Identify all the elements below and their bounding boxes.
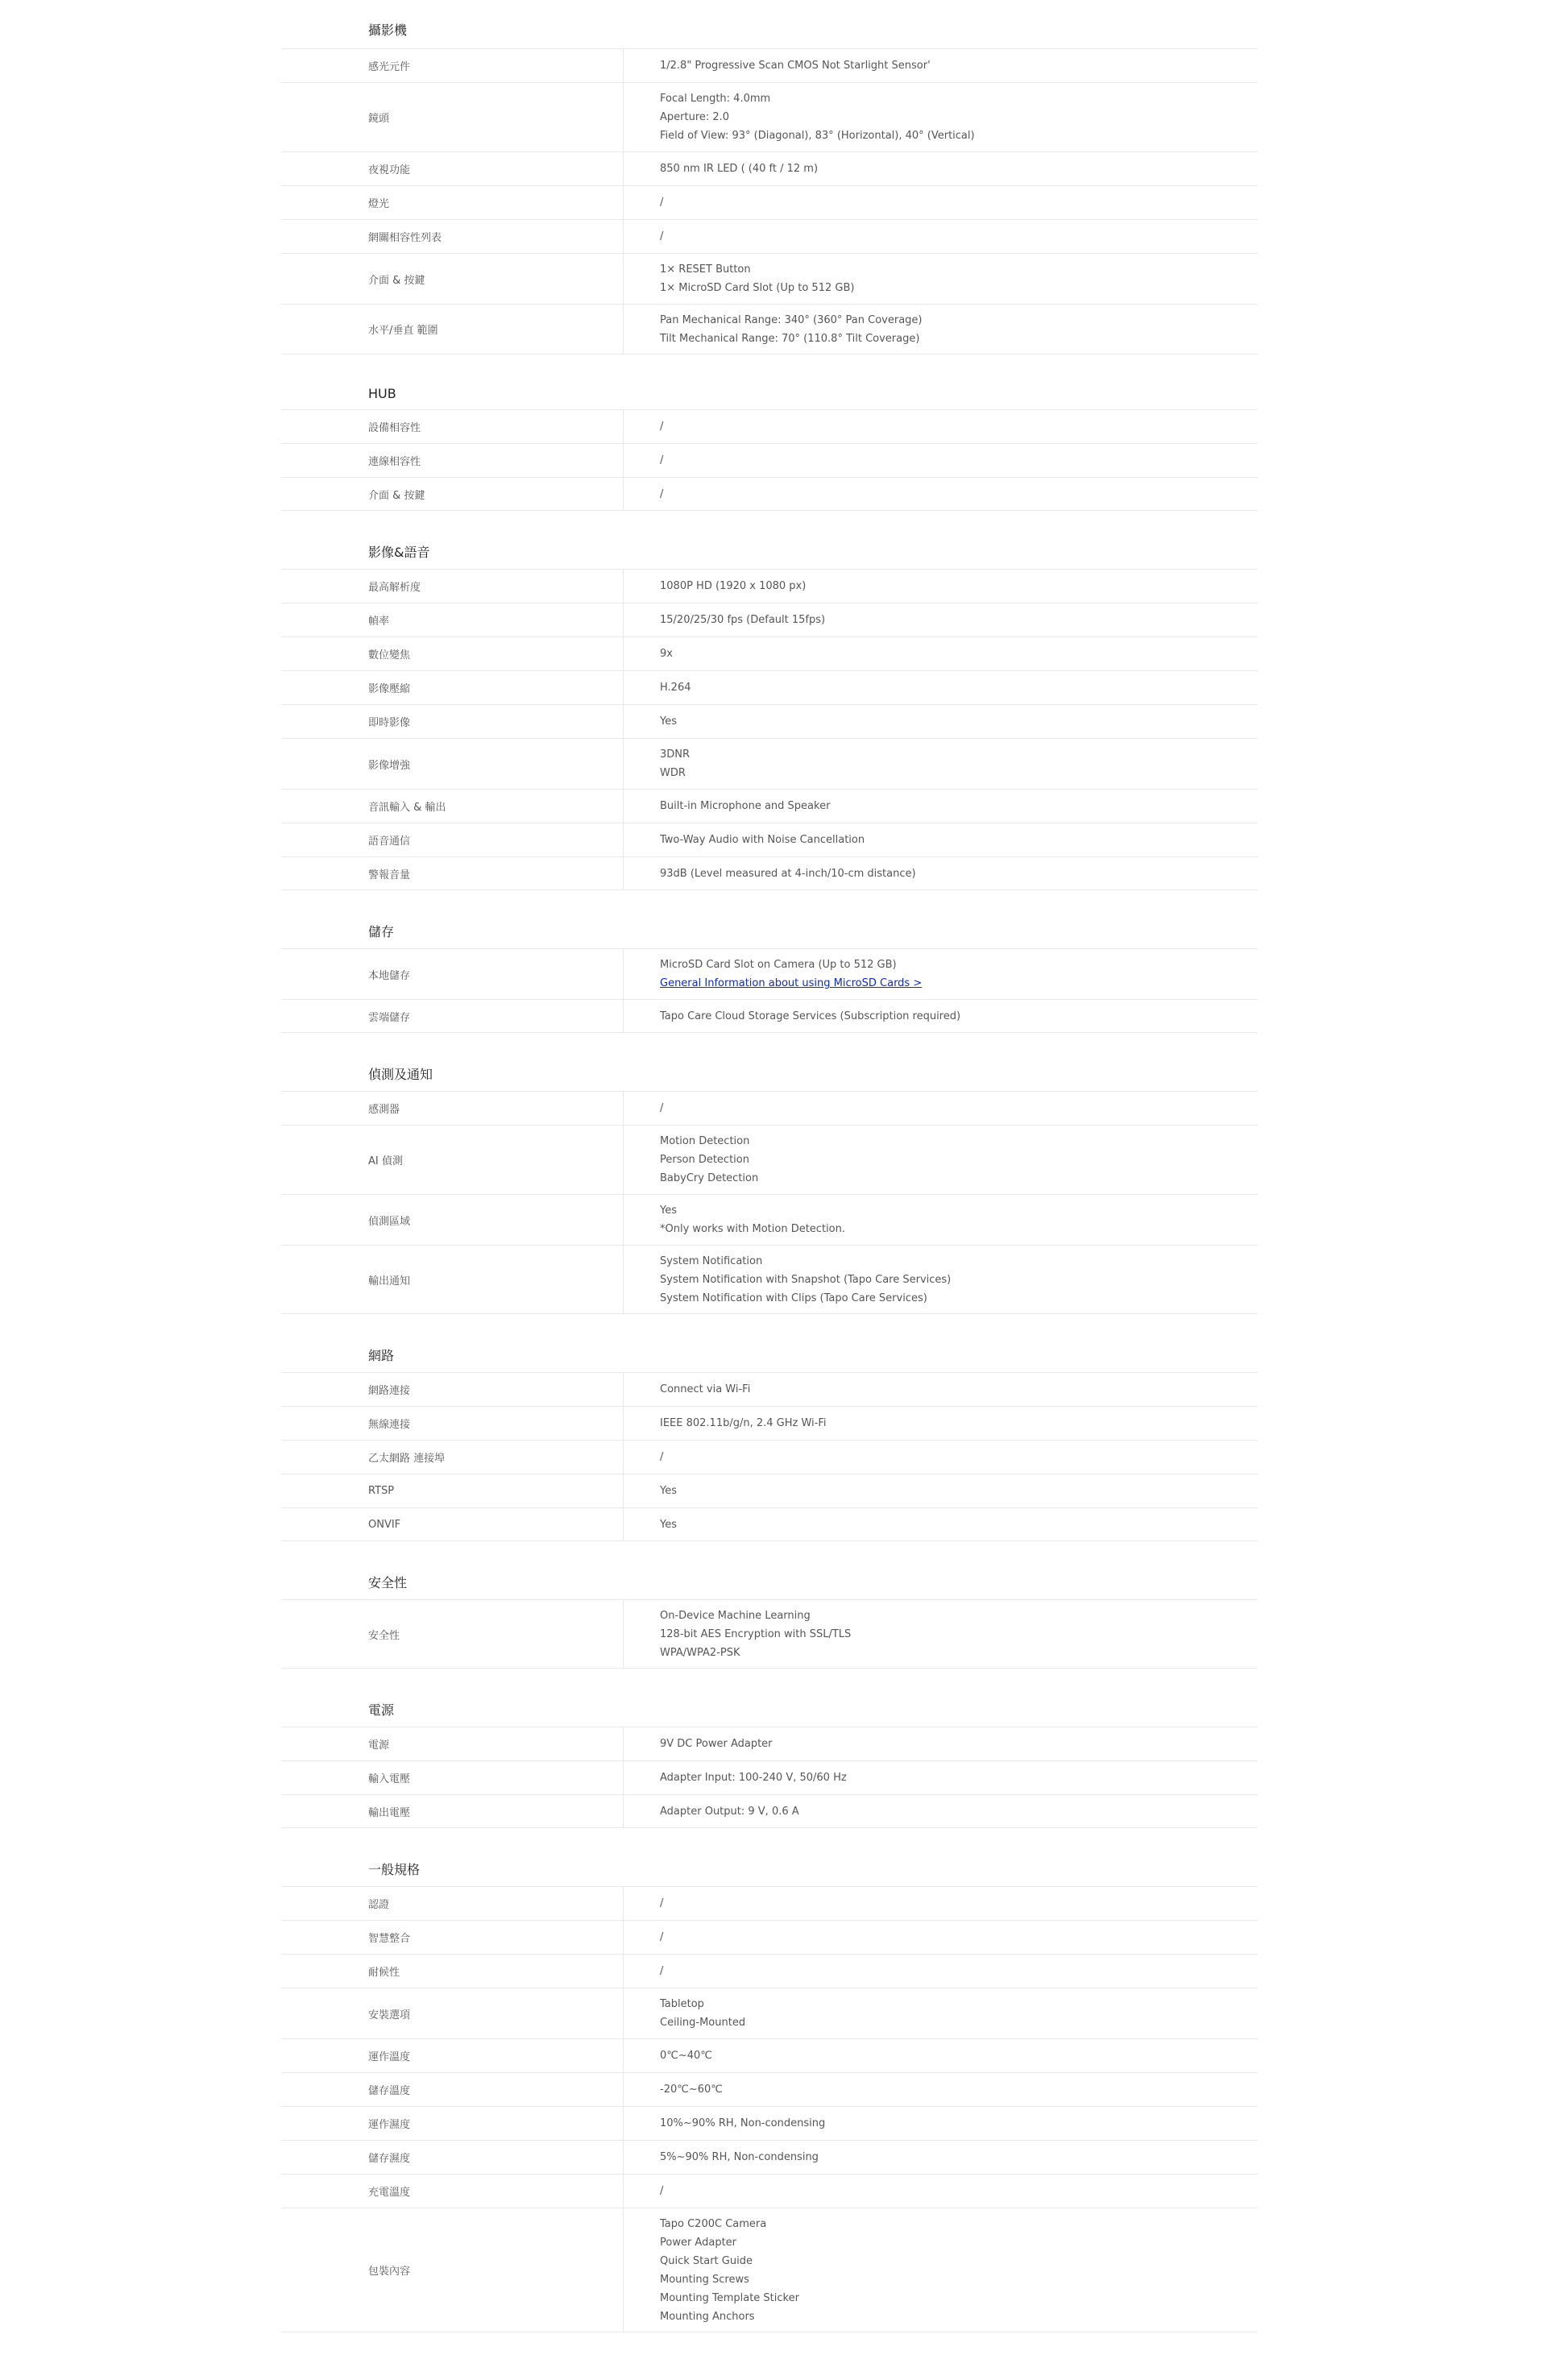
spec-value-line: 1× MicroSD Card Slot (Up to 512 GB) bbox=[660, 282, 855, 294]
spec-value bbox=[624, 478, 1258, 510]
spec-value bbox=[624, 603, 1258, 636]
spec-row bbox=[281, 569, 1258, 603]
section-title-text: 一般規格 bbox=[368, 1861, 421, 1877]
spec-value-line: Quick Start Guide bbox=[660, 2254, 753, 2267]
spec-row bbox=[281, 185, 1258, 219]
spec-row bbox=[281, 823, 1258, 856]
spec-row bbox=[281, 1440, 1258, 1474]
spec-label: 運作濕度 bbox=[281, 2107, 624, 2140]
spec-value bbox=[624, 305, 1258, 354]
spec-label: 安裝選項 bbox=[281, 1988, 624, 2038]
spec-row bbox=[281, 636, 1258, 670]
spec-label: 警報音量 bbox=[281, 857, 624, 889]
spec-value bbox=[624, 1092, 1258, 1125]
spec-label: 介面 & 按鍵 bbox=[281, 254, 624, 304]
spec-value-line: Tapo Care Cloud Storage Services (Subscription required) bbox=[660, 1010, 961, 1022]
spec-row bbox=[281, 82, 1258, 151]
spec-row bbox=[281, 1125, 1258, 1194]
spec-value bbox=[624, 705, 1258, 738]
spec-value-line: Ceiling-Mounted bbox=[660, 2017, 746, 2029]
spec-label: 安全性 bbox=[281, 1600, 624, 1668]
section-title-text: HUB bbox=[368, 385, 396, 401]
spec-label: 儲存濕度 bbox=[281, 2141, 624, 2174]
spec-row bbox=[281, 477, 1258, 511]
spec-value bbox=[624, 410, 1258, 443]
spec-row bbox=[281, 1599, 1258, 1669]
section-title bbox=[281, 1669, 1258, 1727]
spec-value bbox=[624, 1373, 1258, 1406]
spec-label: 輸出通知 bbox=[281, 1246, 624, 1313]
spec-label: 無線連接 bbox=[281, 1407, 624, 1440]
section-title-text: 影像&語音 bbox=[368, 544, 430, 560]
spec-row bbox=[281, 856, 1258, 890]
spec-label: 數位變焦 bbox=[281, 637, 624, 670]
spec-value bbox=[624, 1955, 1258, 1988]
spec-row bbox=[281, 1886, 1258, 1920]
spec-row bbox=[281, 1194, 1258, 1245]
section-title-text: 攝影機 bbox=[368, 22, 408, 38]
spec-value-line: 93dB (Level measured at 4-inch/10-cm distance) bbox=[660, 867, 916, 880]
spec-value bbox=[624, 2141, 1258, 2174]
spec-row bbox=[281, 1372, 1258, 1406]
spec-row bbox=[281, 2106, 1258, 2140]
spec-value-line: -20℃~60℃ bbox=[660, 2084, 723, 2096]
spec-row bbox=[281, 443, 1258, 477]
spec-value bbox=[624, 2107, 1258, 2140]
spec-value-line: / bbox=[660, 197, 664, 209]
spec-label: ONVIF bbox=[281, 1508, 624, 1540]
spec-value-line: Built-in Microphone and Speaker bbox=[660, 800, 831, 812]
spec-label: 網路連接 bbox=[281, 1373, 624, 1406]
spec-row bbox=[281, 1474, 1258, 1507]
spec-value-line: 9x bbox=[660, 648, 673, 660]
spec-label: 感測器 bbox=[281, 1092, 624, 1125]
spec-label: 燈光 bbox=[281, 186, 624, 219]
spec-value bbox=[624, 1474, 1258, 1507]
spec-value bbox=[624, 857, 1258, 889]
spec-value-line: 0℃~40℃ bbox=[660, 2050, 712, 2062]
spec-row bbox=[281, 1794, 1258, 1828]
spec-value-line: 128-bit AES Encryption with SSL/TLS bbox=[660, 1627, 852, 1640]
spec-value bbox=[624, 1441, 1258, 1474]
spec-value bbox=[624, 254, 1258, 304]
spec-value-line: 9V DC Power Adapter bbox=[660, 1738, 773, 1750]
spec-value-line: / bbox=[660, 2185, 664, 2197]
spec-value-line: H.264 bbox=[660, 682, 691, 694]
spec-value-line: 850 nm IR LED ( (40 ft / 12 m) bbox=[660, 163, 819, 175]
spec-value-line: System Notification with Clips (Tapo Care Services) bbox=[660, 1292, 927, 1304]
section-title-text: 儲存 bbox=[368, 923, 395, 939]
spec-value-line: Adapter Output: 9 V, 0.6 A bbox=[660, 1805, 799, 1818]
spec-label: 網關相容性列表 bbox=[281, 220, 624, 253]
spec-row bbox=[281, 704, 1258, 738]
spec-value-line: Yes bbox=[660, 1518, 677, 1531]
spec-value bbox=[624, 444, 1258, 477]
spec-label: 設備相容性 bbox=[281, 410, 624, 443]
spec-value-line: Person Detection bbox=[660, 1154, 749, 1166]
spec-row bbox=[281, 1245, 1258, 1314]
section-title bbox=[281, 1541, 1258, 1599]
section-title-text: 安全性 bbox=[368, 1574, 408, 1590]
spec-value-line: / bbox=[660, 454, 664, 466]
spec-value-line: Aperture: 2.0 bbox=[660, 111, 730, 123]
spec-label: AI 偵測 bbox=[281, 1126, 624, 1194]
spec-label: 輸入電壓 bbox=[281, 1761, 624, 1794]
spec-row bbox=[281, 1406, 1258, 1440]
spec-value bbox=[624, 1887, 1258, 1920]
spec-label: 乙太網路 連接埠 bbox=[281, 1441, 624, 1474]
spec-value-line: Tilt Mechanical Range: 70° (110.8° Tilt Coverage) bbox=[660, 332, 920, 345]
spec-value-line: / bbox=[660, 421, 664, 433]
spec-value-line: Yes bbox=[660, 715, 677, 728]
spec-row bbox=[281, 2072, 1258, 2106]
spec-value bbox=[624, 671, 1258, 704]
spec-value bbox=[624, 152, 1258, 185]
spec-value-line: / bbox=[660, 1451, 664, 1463]
spec-value bbox=[624, 1600, 1258, 1668]
spec-label: 智慧整合 bbox=[281, 1921, 624, 1954]
spec-value bbox=[624, 1508, 1258, 1540]
spec-row bbox=[281, 409, 1258, 443]
spec-value bbox=[624, 1988, 1258, 2038]
spec-value bbox=[624, 83, 1258, 151]
spec-label: RTSP bbox=[281, 1474, 624, 1507]
spec-row bbox=[281, 789, 1258, 823]
section-title-text: 電源 bbox=[368, 1702, 395, 1718]
spec-row bbox=[281, 2140, 1258, 2174]
spec-row bbox=[281, 2174, 1258, 2208]
spec-label: 語音通信 bbox=[281, 823, 624, 856]
spec-row bbox=[281, 1988, 1258, 2038]
spec-row bbox=[281, 219, 1258, 253]
spec-row bbox=[281, 1507, 1258, 1541]
section-title bbox=[281, 1828, 1258, 1886]
spec-value bbox=[624, 1727, 1258, 1760]
spec-value-line: 1080P HD (1920 x 1080 px) bbox=[660, 580, 807, 592]
spec-value-line: / bbox=[660, 487, 664, 500]
spec-value-line: Focal Length: 4.0mm bbox=[660, 93, 771, 105]
spec-row bbox=[281, 253, 1258, 304]
spec-value-line: Pan Mechanical Range: 340° (360° Pan Coverage) bbox=[660, 313, 923, 326]
spec-value-line: *Only works with Motion Detection. bbox=[660, 1223, 845, 1235]
spec-label: 電源 bbox=[281, 1727, 624, 1760]
spec-label: 感光元件 bbox=[281, 49, 624, 82]
spec-value bbox=[624, 1761, 1258, 1794]
spec-label: 幀率 bbox=[281, 603, 624, 636]
spec-label: 即時影像 bbox=[281, 705, 624, 738]
spec-value bbox=[624, 1126, 1258, 1194]
spec-label: 雲端儲存 bbox=[281, 1000, 624, 1032]
spec-value-line: Connect via Wi-Fi bbox=[660, 1383, 751, 1395]
spec-value bbox=[624, 1246, 1258, 1313]
spec-label: 本地儲存 bbox=[281, 949, 624, 999]
spec-value bbox=[624, 1795, 1258, 1827]
spec-value-line: Mounting Anchors bbox=[660, 2310, 755, 2323]
spec-value-line: BabyCry Detection bbox=[660, 1172, 759, 1184]
spec-value-line: Field of View: 93° (Diagonal), 83° (Horizontal), 40° (Vertical) bbox=[660, 130, 975, 142]
spec-value-line: Adapter Input: 100-240 V, 50/60 Hz bbox=[660, 1772, 847, 1784]
spec-value-line: Two-Way Audio with Noise Cancellation bbox=[660, 834, 865, 846]
spec-value bbox=[624, 186, 1258, 219]
section-title bbox=[281, 890, 1258, 948]
spec-value bbox=[624, 1921, 1258, 1954]
spec-row bbox=[281, 1091, 1258, 1125]
spec-label: 包裝內容 bbox=[281, 2208, 624, 2332]
spec-value-line: Tabletop bbox=[660, 1998, 704, 2010]
spec-value-line: Yes bbox=[660, 1205, 677, 1217]
spec-value bbox=[624, 49, 1258, 82]
spec-value bbox=[624, 2208, 1258, 2332]
spec-label: 夜視功能 bbox=[281, 152, 624, 185]
section-title-text: 偵測及通知 bbox=[368, 1066, 433, 1082]
spec-value-line: IEEE 802.11b/g/n, 2.4 GHz Wi-Fi bbox=[660, 1417, 827, 1429]
spec-value-line: MicroSD Card Slot on Camera (Up to 512 GB) bbox=[660, 959, 897, 971]
spec-row bbox=[281, 1920, 1258, 1954]
spec-value-line: Power Adapter bbox=[660, 2236, 737, 2249]
spec-value-line: 15/20/25/30 fps (Default 15fps) bbox=[660, 614, 826, 626]
spec-row bbox=[281, 948, 1258, 999]
spec-row bbox=[281, 1760, 1258, 1794]
spec-value-line: Tapo C200C Camera bbox=[660, 2217, 767, 2230]
section-title bbox=[281, 511, 1258, 569]
spec-value bbox=[624, 637, 1258, 670]
spec-value bbox=[624, 570, 1258, 603]
spec-label: 輸出電壓 bbox=[281, 1795, 624, 1827]
spec-value bbox=[624, 220, 1258, 253]
spec-label: 最高解析度 bbox=[281, 570, 624, 603]
spec-value-line: WDR bbox=[660, 767, 686, 779]
spec-value bbox=[624, 739, 1258, 789]
spec-table bbox=[281, 0, 1258, 2332]
spec-row bbox=[281, 48, 1258, 82]
spec-value bbox=[624, 2073, 1258, 2106]
spec-value bbox=[624, 1407, 1258, 1440]
spec-label: 運作溫度 bbox=[281, 2039, 624, 2072]
spec-label: 充電溫度 bbox=[281, 2175, 624, 2208]
section-title bbox=[281, 1033, 1258, 1091]
spec-row bbox=[281, 1727, 1258, 1760]
spec-value bbox=[624, 1000, 1258, 1032]
spec-value-line: On-Device Machine Learning bbox=[660, 1609, 811, 1622]
spec-value bbox=[624, 2039, 1258, 2072]
spec-row bbox=[281, 1954, 1258, 1988]
spec-label: 儲存溫度 bbox=[281, 2073, 624, 2106]
spec-label: 影像壓縮 bbox=[281, 671, 624, 704]
spec-value-line: / bbox=[660, 1897, 664, 1909]
spec-value-line: / bbox=[660, 230, 664, 243]
spec-label: 水平/垂直 範圍 bbox=[281, 305, 624, 354]
spec-value-line: 1/2.8" Progressive Scan CMOS Not Starlight Sensor' bbox=[660, 60, 931, 72]
spec-value-line: WPA/WPA2-PSK bbox=[660, 1646, 740, 1659]
spec-label: 偵測區域 bbox=[281, 1195, 624, 1245]
spec-value bbox=[624, 1195, 1258, 1245]
spec-label: 連線相容性 bbox=[281, 444, 624, 477]
spec-value bbox=[624, 790, 1258, 823]
spec-row bbox=[281, 2208, 1258, 2332]
spec-value-line: Yes bbox=[660, 1485, 677, 1497]
spec-row bbox=[281, 2038, 1258, 2072]
spec-value-line: Mounting Template Sticker bbox=[660, 2291, 799, 2304]
spec-label: 影像增強 bbox=[281, 739, 624, 789]
spec-row bbox=[281, 304, 1258, 355]
microsd-info-link[interactable]: General Information about using MicroSD Cards > bbox=[660, 977, 923, 989]
section-title-text: 網路 bbox=[368, 1347, 395, 1363]
spec-value-line: System Notification with Snapshot (Tapo Care Services) bbox=[660, 1273, 952, 1286]
spec-value-line: / bbox=[660, 1931, 664, 1943]
spec-value-line: Mounting Screws bbox=[660, 2273, 749, 2286]
spec-value-line: System Notification bbox=[660, 1254, 763, 1267]
section-title bbox=[281, 355, 1258, 409]
spec-row bbox=[281, 670, 1258, 704]
spec-label: 認證 bbox=[281, 1887, 624, 1920]
spec-label: 耐候性 bbox=[281, 1955, 624, 1988]
spec-value-line: 5%~90% RH, Non-condensing bbox=[660, 2151, 819, 2163]
spec-value bbox=[624, 949, 1258, 999]
spec-label: 音訊輸入 & 輸出 bbox=[281, 790, 624, 823]
spec-row bbox=[281, 738, 1258, 789]
section-title bbox=[281, 1314, 1258, 1372]
spec-value-line: 10%~90% RH, Non-condensing bbox=[660, 2117, 826, 2129]
spec-value-line: 1× RESET Button bbox=[660, 263, 751, 276]
spec-label: 鏡頭 bbox=[281, 83, 624, 151]
spec-row bbox=[281, 999, 1258, 1033]
spec-label: 介面 & 按鍵 bbox=[281, 478, 624, 510]
spec-row bbox=[281, 603, 1258, 636]
spec-row bbox=[281, 151, 1258, 185]
spec-value-line: Motion Detection bbox=[660, 1135, 750, 1147]
spec-value bbox=[624, 2175, 1258, 2208]
spec-value-line: / bbox=[660, 1965, 664, 1977]
spec-value-line: 3DNR bbox=[660, 748, 691, 761]
section-title bbox=[281, 0, 1258, 48]
spec-value-line: / bbox=[660, 1102, 664, 1114]
spec-value bbox=[624, 823, 1258, 856]
